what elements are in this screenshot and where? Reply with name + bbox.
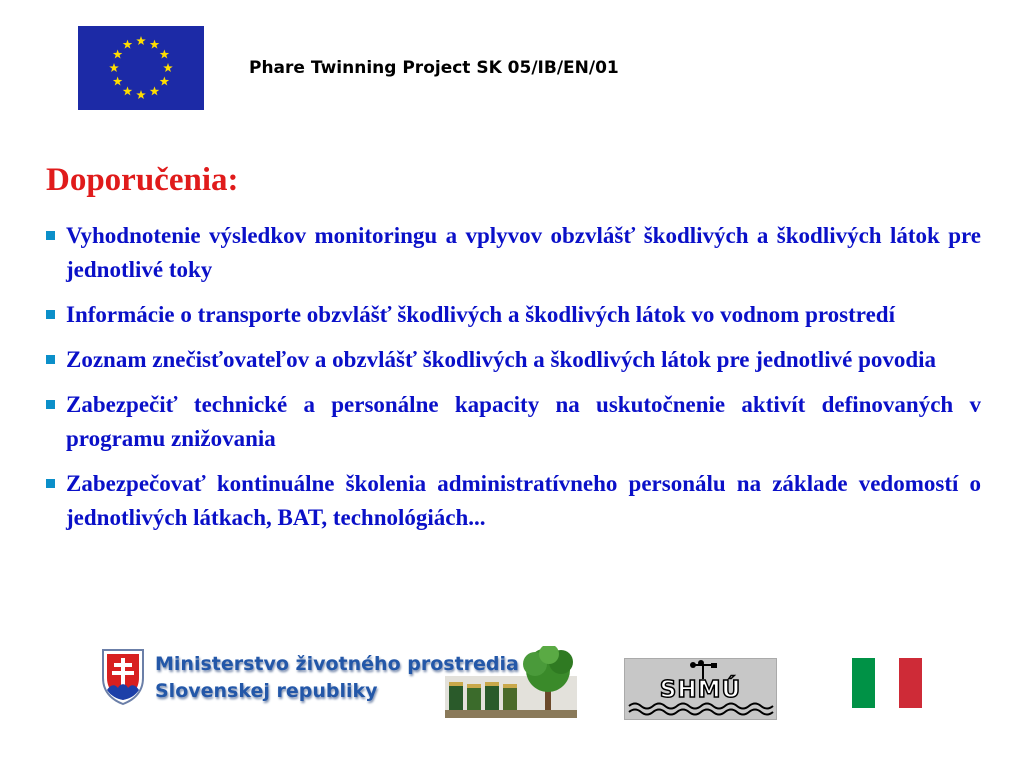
recommendations-list bbox=[46, 219, 981, 546]
section-heading: Doporučenia: bbox=[46, 162, 239, 198]
bullet-square-icon bbox=[46, 310, 55, 319]
bullet-square-icon bbox=[46, 231, 55, 240]
eu-star-icon bbox=[109, 63, 119, 72]
list-item bbox=[46, 467, 981, 535]
eu-star-icon bbox=[160, 50, 170, 59]
list-item bbox=[46, 219, 981, 287]
eu-star-icon bbox=[123, 40, 133, 49]
slovak-crest-icon bbox=[101, 648, 145, 706]
ministry-name-line1: Ministerstvo životného prostredia bbox=[155, 653, 519, 675]
tree-and-barrels-icon bbox=[445, 646, 577, 718]
list-item bbox=[46, 343, 981, 377]
list-item-text: Informácie o transporte obzvlášť škodlivých a škodlivých látok vo vodnom prostredí bbox=[66, 302, 895, 327]
bullet-square-icon bbox=[46, 479, 55, 488]
list-item-text: Zabezpečiť technické a personálne kapacity na uskutočnenie aktivít definovaných v programu znižovania bbox=[66, 392, 981, 451]
eu-star-icon bbox=[113, 77, 123, 86]
eu-flag bbox=[78, 26, 204, 110]
eu-star-icon bbox=[150, 40, 160, 49]
list-item-text: Zabezpečovať kontinuálne školenia administratívneho personálu na základe vedomostí o jednotlivých látkach, BAT, technológiách... bbox=[66, 471, 981, 530]
eu-star-icon bbox=[136, 90, 146, 99]
eu-star-icon bbox=[123, 86, 133, 95]
shmu-text: SHMÚ bbox=[659, 677, 742, 703]
eu-star-icon bbox=[163, 63, 173, 72]
bullet-square-icon bbox=[46, 400, 55, 409]
ministry-name-line2: Slovenskej republiky bbox=[155, 680, 378, 702]
italy-flag-green-stripe bbox=[852, 658, 875, 708]
list-item-text: Vyhodnotenie výsledkov monitoringu a vplyvov obzvlášť škodlivých a škodlivých látok pre jednotlivé toky bbox=[66, 223, 981, 282]
page-title: Phare Twinning Project SK 05/IB/EN/01 bbox=[249, 58, 619, 78]
eu-stars-icon bbox=[78, 26, 204, 110]
italy-flag bbox=[852, 658, 922, 708]
eu-star-icon bbox=[136, 36, 146, 45]
list-item bbox=[46, 388, 981, 456]
eu-star-icon bbox=[113, 50, 123, 59]
list-item bbox=[46, 298, 981, 332]
ministry-logo bbox=[98, 646, 578, 718]
bullet-square-icon bbox=[46, 355, 55, 364]
list-item-text: Zoznam znečisťovateľov a obzvlášť škodlivých a škodlivých látok pre jednotlivé povodia bbox=[66, 347, 937, 372]
italy-flag-red-stripe bbox=[899, 658, 922, 708]
italy-flag-white-stripe bbox=[875, 658, 898, 708]
shmu-logo bbox=[624, 658, 777, 720]
eu-star-icon bbox=[150, 86, 160, 95]
eu-star-icon bbox=[160, 77, 170, 86]
